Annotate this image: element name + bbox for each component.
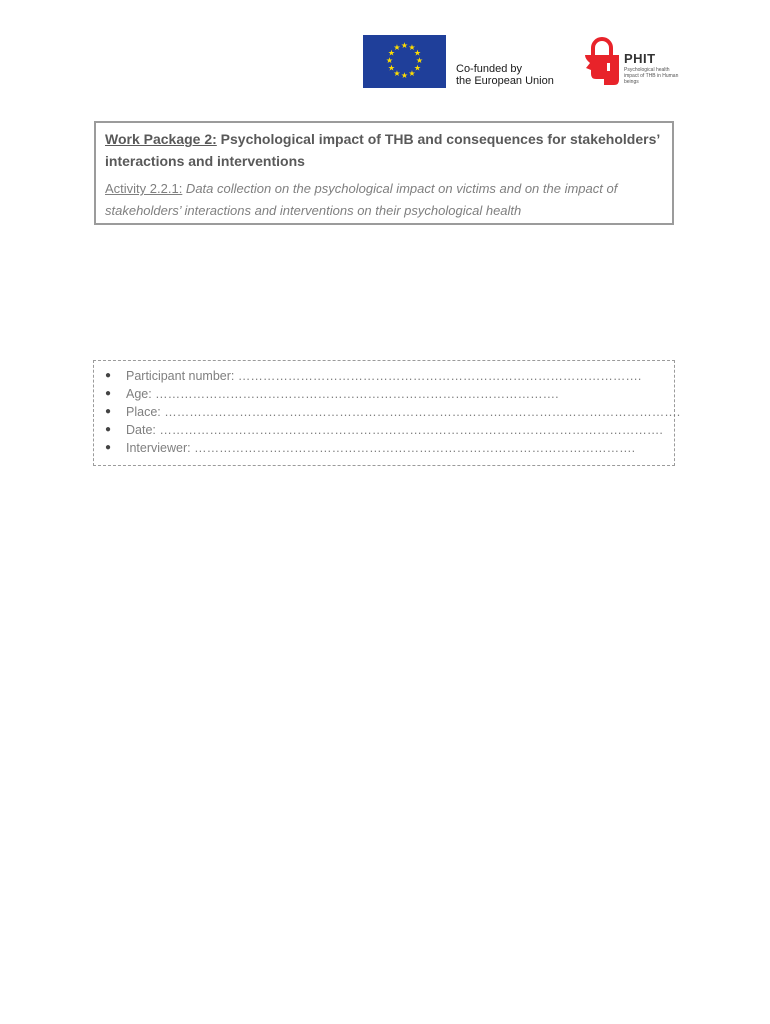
svg-text:★: ★ [400,71,409,80]
activity-prefix: Activity 2.2.1: [105,181,183,196]
padlock-head-icon [582,37,622,87]
eu-text-line1: Co-funded by [456,63,523,75]
field-place[interactable] [94,403,681,421]
field-label: Date: …………………………………………………………………………………………………………. [126,423,663,437]
bullet-icon: ● [105,424,112,435]
field-label: Participant number: ……………………………………………………………………………………. [126,369,642,383]
work-package-title [105,128,664,172]
eu-stars [386,41,423,80]
field-age[interactable] [94,385,674,403]
svg-text:★: ★ [393,69,401,78]
bullet-icon: ● [105,442,112,453]
svg-text:★: ★ [408,69,416,78]
eu-text-line2: the European Union [456,75,554,87]
participant-fields-list [94,367,681,457]
svg-text:★: ★ [413,48,422,58]
field-label: Age: ……………………………………………………………………………………. [126,387,559,401]
svg-text:★: ★ [387,48,396,58]
field-label: Interviewer: ……………………………………………………………………………………………. [126,441,636,455]
svg-text:★: ★ [387,63,396,73]
bullet-icon: ● [105,370,112,381]
phit-logo-name: PHIT [624,51,656,66]
field-label: Place: ……………………………………………………………………………………………………………. [126,405,681,419]
work-package-title-text: Psychological impact of THB and consequences for stakeholders’ interactions and interventions [105,131,660,169]
activity-desc-text: Data collection on the psychological impact on victims and on the impact of stakeholders’ interactions and interventions on their psychological health [105,181,618,218]
participant-fields-box [93,360,681,466]
bullet-icon: ● [105,406,112,417]
field-date[interactable] [94,421,674,439]
svg-text:★: ★ [393,43,401,52]
work-package-prefix: Work Package 2: [105,131,217,147]
svg-text:★: ★ [415,56,424,65]
work-package-box [94,121,674,225]
svg-text:★: ★ [413,63,422,73]
field-interviewer[interactable] [94,439,674,457]
bullet-icon: ● [105,388,112,399]
eu-cofunding-text [456,63,554,87]
activity-description [105,178,664,222]
eu-flag-icon [363,35,446,88]
svg-text:★: ★ [408,43,416,52]
svg-text:★: ★ [400,41,409,50]
svg-text:★: ★ [385,56,394,65]
phit-logo-tagline: Psychological health impact of THB in Human beings [624,67,679,85]
field-participant-number[interactable] [94,367,674,385]
